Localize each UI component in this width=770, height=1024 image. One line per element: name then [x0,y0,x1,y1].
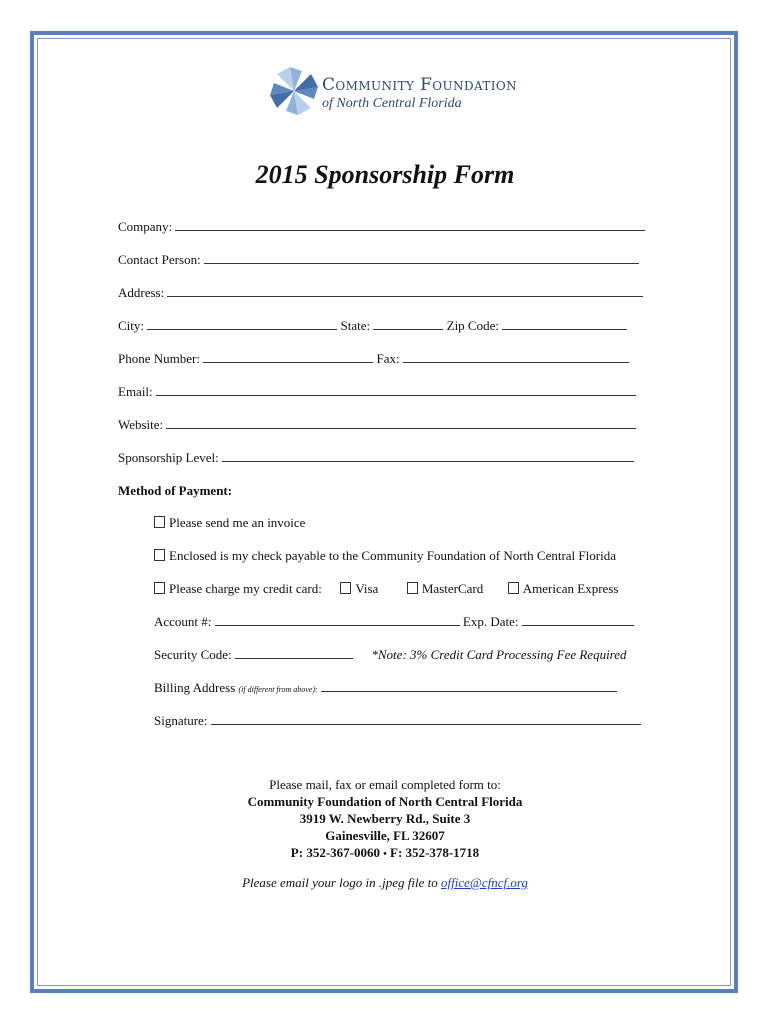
billing-address-field[interactable] [321,680,617,692]
email-row [118,384,636,400]
security-code-field[interactable] [235,647,353,659]
invoice-label: Please send me an invoice [169,515,306,530]
mastercard-label: MasterCard [421,581,484,596]
footer-instruction: Please mail, fax or email completed form to: [269,777,501,792]
invoice-option [154,515,305,531]
billing-address-note: (if different from above): [238,685,318,694]
contact-person-field[interactable] [204,252,639,264]
billing-address-label: Billing Address [154,680,236,695]
email-label: Email: [118,384,153,399]
invoice-checkbox[interactable] [154,516,165,528]
contact-person-label: Contact Person: [118,252,201,267]
fax-label: Fax: [376,351,400,366]
logo-name-line2: of North Central Florida [322,96,462,111]
company-label: Company: [118,219,173,234]
footer-street: 3919 W. Newberry Rd., Suite 3 [299,811,471,826]
credit-checkbox[interactable] [154,582,165,594]
state-field[interactable] [373,318,443,330]
footer-logo-note-line [0,875,770,892]
check-label: Enclosed is my check payable to the Community Foundation of North Central Florida [169,548,616,563]
payment-heading: Method of Payment: [118,483,233,498]
amex-label: American Express [522,581,619,596]
signature-field[interactable] [211,713,641,725]
credit-option [154,581,618,597]
city-label: City: [118,318,145,333]
phone-fax-row [118,351,629,367]
contact-person-row [118,252,639,268]
email-link[interactable]: office@cfncf.org [441,875,528,890]
fee-note: *Note: 3% Credit Card Processing Fee Required [371,647,627,662]
sponsorship-level-label: Sponsorship Level: [118,450,219,465]
zip-field[interactable] [502,318,627,330]
signature-row [154,713,641,729]
account-field[interactable] [215,614,460,626]
footer-org: Community Foundation of North Central Florida [247,794,523,809]
footer-fax: F: 352-378-1718 [390,845,480,860]
address-label: Address: [118,285,165,300]
footer-phone: P: 352-367-0060 [290,845,380,860]
visa-checkbox[interactable] [340,582,351,594]
bullet-separator: • [383,849,387,860]
sponsorship-level-row [118,450,634,466]
footer-city: Gainesville, FL 32607 [325,828,445,843]
account-row [154,614,634,630]
city-state-zip-row [118,318,627,334]
phone-label: Phone Number: [118,351,200,366]
footer-contact-line [0,845,770,864]
check-checkbox[interactable] [154,549,165,561]
mastercard-checkbox[interactable] [407,582,418,594]
exp-date-field[interactable] [522,614,634,626]
security-code-label: Security Code: [154,647,232,662]
city-field[interactable] [147,318,337,330]
exp-date-label: Exp. Date: [462,614,519,629]
amex-checkbox[interactable] [508,582,519,594]
credit-label: Please charge my credit card: [169,581,322,596]
zip-label: Zip Code: [446,318,499,333]
address-row [118,285,643,301]
fax-field[interactable] [403,351,629,363]
account-label: Account #: [154,614,212,629]
state-label: State: [340,318,371,333]
billing-address-row [154,680,617,698]
address-field[interactable] [167,285,643,297]
check-option [154,548,616,564]
sponsorship-level-field[interactable] [222,450,634,462]
phone-field[interactable] [203,351,373,363]
website-field[interactable] [166,417,636,429]
website-row [118,417,636,433]
email-field[interactable] [156,384,636,396]
website-label: Website: [118,417,164,432]
company-row [118,219,645,235]
logo-name-line1: Community Foundation [322,75,518,95]
company-field[interactable] [175,219,645,231]
visa-label: Visa [355,581,379,596]
security-row [154,647,627,663]
page-title: 2015 Sponsorship Form [255,160,515,189]
logo-note: Please email your logo in .jpeg file to [242,875,438,890]
signature-label: Signature: [154,713,208,728]
pinwheel-icon [264,63,324,119]
